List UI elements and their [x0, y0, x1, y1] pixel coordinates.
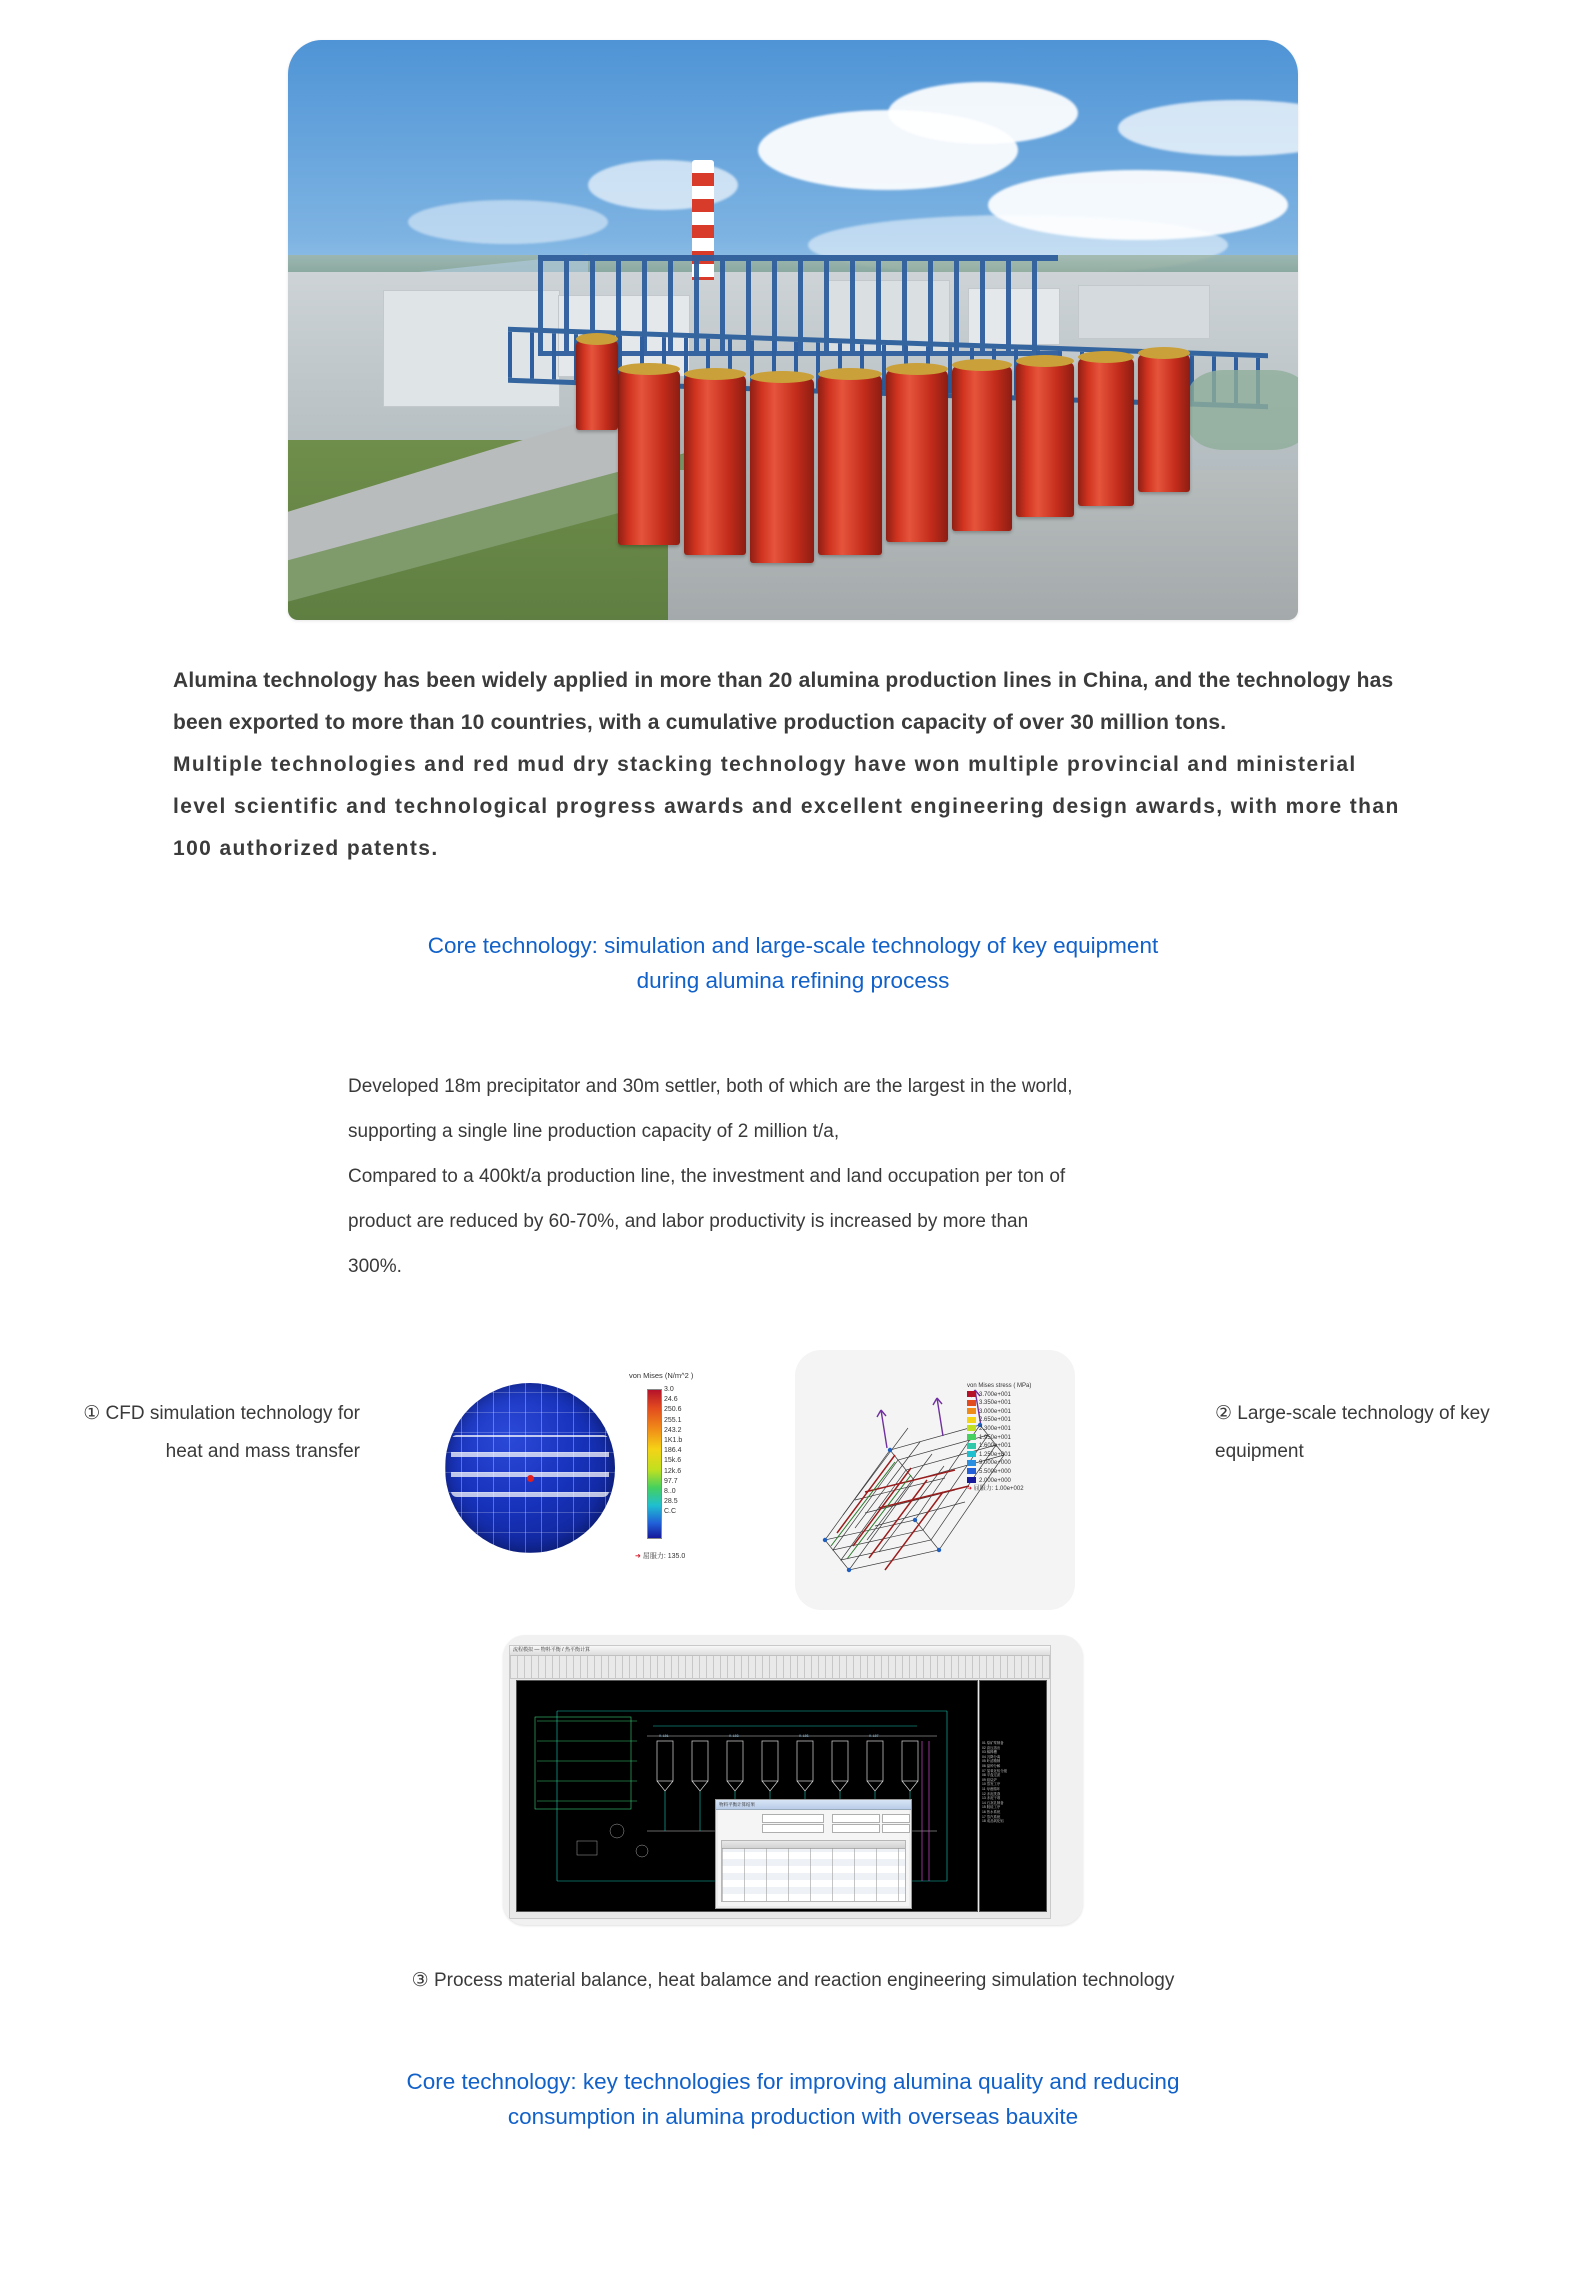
cfd-sphere-mesh [445, 1383, 615, 1553]
figure-caption-left: ① CFD simulation technology for heat and mass transfer [83, 1403, 360, 1462]
cfd-colorbar [647, 1389, 662, 1539]
dialog-button[interactable] [882, 1814, 910, 1823]
results-dialog[interactable] [715, 1799, 912, 1909]
colorbar-tick: 97.7 [664, 1477, 678, 1485]
legend-item: 1.950e+001 [967, 1434, 1031, 1443]
body-line-4: product are reduced by 60-70%, and labor productivity is increased by more than [348, 1211, 1029, 1232]
colorbar-tick: 243.2 [664, 1426, 682, 1434]
results-table[interactable] [721, 1840, 906, 1902]
unit-list-panel[interactable] [979, 1680, 1047, 1912]
dialog-input[interactable] [832, 1824, 880, 1833]
dialog-button[interactable] [882, 1824, 910, 1833]
legend-item: 2.650e+001 [967, 1416, 1031, 1425]
legend-item: 3.350e+001 [967, 1399, 1031, 1408]
colorbar-tick: 250.6 [664, 1406, 682, 1414]
intro-paragraph-2: Multiple technologies and red mud dry stacking technology have won multiple provincial and ministerial level scientific and technological progress awards and excellent engineering design awards, with more than 100 authorized patents. [173, 753, 1400, 860]
colorbar-tick: 28.5 [664, 1498, 678, 1506]
dialog-input[interactable] [762, 1824, 824, 1833]
red-storage-tank [1016, 362, 1074, 517]
list-item[interactable]: 11 母液循环 [982, 1786, 1001, 1791]
body-text [348, 1064, 1228, 1289]
table-rows [722, 1848, 905, 1901]
list-item[interactable]: 17 蒸汽系统 [982, 1814, 1001, 1819]
body-line-5: 300%. [348, 1256, 402, 1277]
colorbar-tick: 1K1.b [664, 1437, 683, 1445]
list-item[interactable]: 14 石灰乳制备 [982, 1800, 1004, 1805]
section-heading-line-1: Core technology: simulation and large-scale technology of key equipment [427, 933, 1159, 958]
body-line-1: Developed 18m precipitator and 30m settler, both of which are the largest in the world, [348, 1076, 1073, 1097]
colorbar-tick: 12k.6 [664, 1467, 682, 1475]
dialog-input[interactable] [762, 1814, 824, 1823]
legend-item: 5.500e+000 [967, 1468, 1031, 1477]
colorbar-tick: 8..0 [664, 1488, 676, 1496]
internal-baffles [451, 1435, 609, 1497]
red-storage-tank [1078, 358, 1134, 506]
list-item[interactable]: 12 赤泥洗涤 [982, 1791, 1001, 1796]
legend-title: von Mises stress ( MPa) [967, 1383, 1032, 1389]
colorbar-tick: 186.4 [664, 1447, 682, 1455]
list-item[interactable]: 07 氢氧化铝分级 [982, 1768, 1008, 1773]
colorbar-tick: 24.6 [664, 1396, 678, 1404]
body-line-2: supporting a single line production capacity of 2 million t/a, [348, 1121, 840, 1142]
colorbar-tick: 3.0 [664, 1386, 674, 1393]
cloud-icon [1118, 100, 1298, 156]
cloud-icon [408, 200, 608, 244]
cfd-simulation-figure [415, 1355, 715, 1605]
intro-paragraph-1: Alumina technology has been widely applied in more than 20 alumina production lines in China, and the technology has been exported to more than 10 countries, with a cumulative production capacity of over 30 million tons. [173, 669, 1394, 734]
yield-strength-label: 屈服力: 135.0 [642, 1553, 686, 1560]
legend-item: 9.000e+000 [967, 1459, 1031, 1468]
colorbar-tick: C.C [664, 1508, 677, 1516]
list-item[interactable]: 01 原矿浆制备 [982, 1741, 1004, 1745]
figure-caption-bottom: ③ Process material balance, heat balamce and reaction engineering simulation technology [411, 1970, 1175, 1991]
dialog-body [718, 1810, 909, 1906]
dialog-title: 物料平衡计算结果 [716, 1800, 911, 1810]
legend-item: 2.000e+000 [967, 1477, 1031, 1486]
fe-model-wireframe [795, 1350, 1075, 1610]
figure-caption-right: ② Large-scale technology of key equipment [1215, 1403, 1490, 1462]
red-storage-tank [818, 375, 882, 555]
list-item[interactable]: 18 成品氧化铝 [982, 1819, 1004, 1824]
dialog-input[interactable] [832, 1814, 880, 1823]
list-item[interactable]: 02 高压溶出 [982, 1745, 1001, 1750]
section-heading [173, 928, 1413, 998]
cloud-icon [888, 82, 1078, 144]
pond [1188, 370, 1298, 450]
svg-text:V-105: V-105 [799, 1734, 809, 1738]
body-line-3: Compared to a 400kt/a production line, the investment and land occupation per ton of [348, 1166, 1066, 1187]
cloud-icon [588, 160, 738, 210]
list-item[interactable]: 16 热水系统 [982, 1809, 1001, 1814]
red-storage-tank [886, 370, 948, 542]
red-storage-tank [750, 378, 814, 563]
list-item[interactable]: 09 焙烧炉 [982, 1777, 997, 1782]
process-simulation-screenshot [503, 1635, 1083, 1925]
legend-item: 1.600e+001 [967, 1442, 1031, 1451]
plant-building [1078, 285, 1210, 339]
colorbar-tick: 255.1 [664, 1416, 682, 1424]
flowsheet-canvas [516, 1680, 978, 1912]
legend-item: 3.700e+001 [967, 1391, 1031, 1400]
list-item[interactable]: 15 脱硅工序 [982, 1805, 1001, 1810]
svg-text:V-107: V-107 [869, 1734, 879, 1738]
legend-footer: ➜ 屈服力: 1.00e+002 [967, 1486, 1024, 1493]
document-page [0, 40, 1586, 2284]
list-item[interactable]: 13 赤泥干堆 [982, 1796, 1001, 1801]
figure-row [0, 1355, 1586, 1615]
refinery-photo [288, 40, 1298, 620]
hotspot-marker-icon [527, 1475, 534, 1482]
list-item[interactable]: 05 叶滤精制 [982, 1759, 1001, 1764]
bottom-heading-line-2: consumption in alumina production with overseas bauxite [507, 2104, 1079, 2129]
window-toolbar [510, 1656, 1050, 1679]
legend-item: 3.000e+001 [967, 1408, 1031, 1417]
cfd-colorbar-labels [664, 1385, 682, 1518]
fe-model-legend [967, 1382, 1031, 1494]
window-titlebar: 流程模拟 — 物料平衡 / 热平衡计算 [510, 1646, 1050, 1656]
red-storage-tank [684, 375, 746, 555]
list-item[interactable]: 04 沉降分离 [982, 1754, 1001, 1759]
red-storage-tank [952, 366, 1012, 531]
red-storage-tank [1138, 354, 1190, 492]
intro-paragraphs [173, 660, 1413, 870]
cfd-colorbar-footer [635, 1551, 685, 1561]
legend-item: 1.250e+001 [967, 1451, 1031, 1460]
arrow-icon: ➜ [635, 1553, 641, 1560]
equipment-fe-model-figure [795, 1350, 1075, 1610]
svg-text:V-103: V-103 [729, 1734, 739, 1738]
red-storage-tank [618, 370, 680, 545]
bottom-heading-line-1: Core technology: key technologies for improving alumina quality and reducing [406, 2069, 1180, 2094]
application-window [509, 1645, 1051, 1919]
bottom-heading [173, 2064, 1413, 2134]
hero-image [288, 40, 1298, 620]
dialog-fields [722, 1812, 905, 1838]
list-item[interactable]: 06 晶种分解 [982, 1763, 1001, 1768]
list-item[interactable]: 10 蒸发工序 [982, 1782, 1001, 1787]
unit-list[interactable] [982, 1741, 1044, 1824]
legend-item: 2.300e+001 [967, 1425, 1031, 1434]
section-heading-line-2: during alumina refining process [636, 968, 950, 993]
colorbar-tick: 15k.6 [664, 1457, 682, 1465]
list-item[interactable]: 03 稀释槽 [982, 1750, 997, 1755]
red-storage-tank [576, 340, 618, 430]
cfd-colorbar-title: von Mises (N/m^2 ) [629, 1371, 694, 1380]
svg-text:V-101: V-101 [659, 1734, 669, 1738]
list-item[interactable]: 08 平盘过滤 [982, 1773, 1001, 1778]
